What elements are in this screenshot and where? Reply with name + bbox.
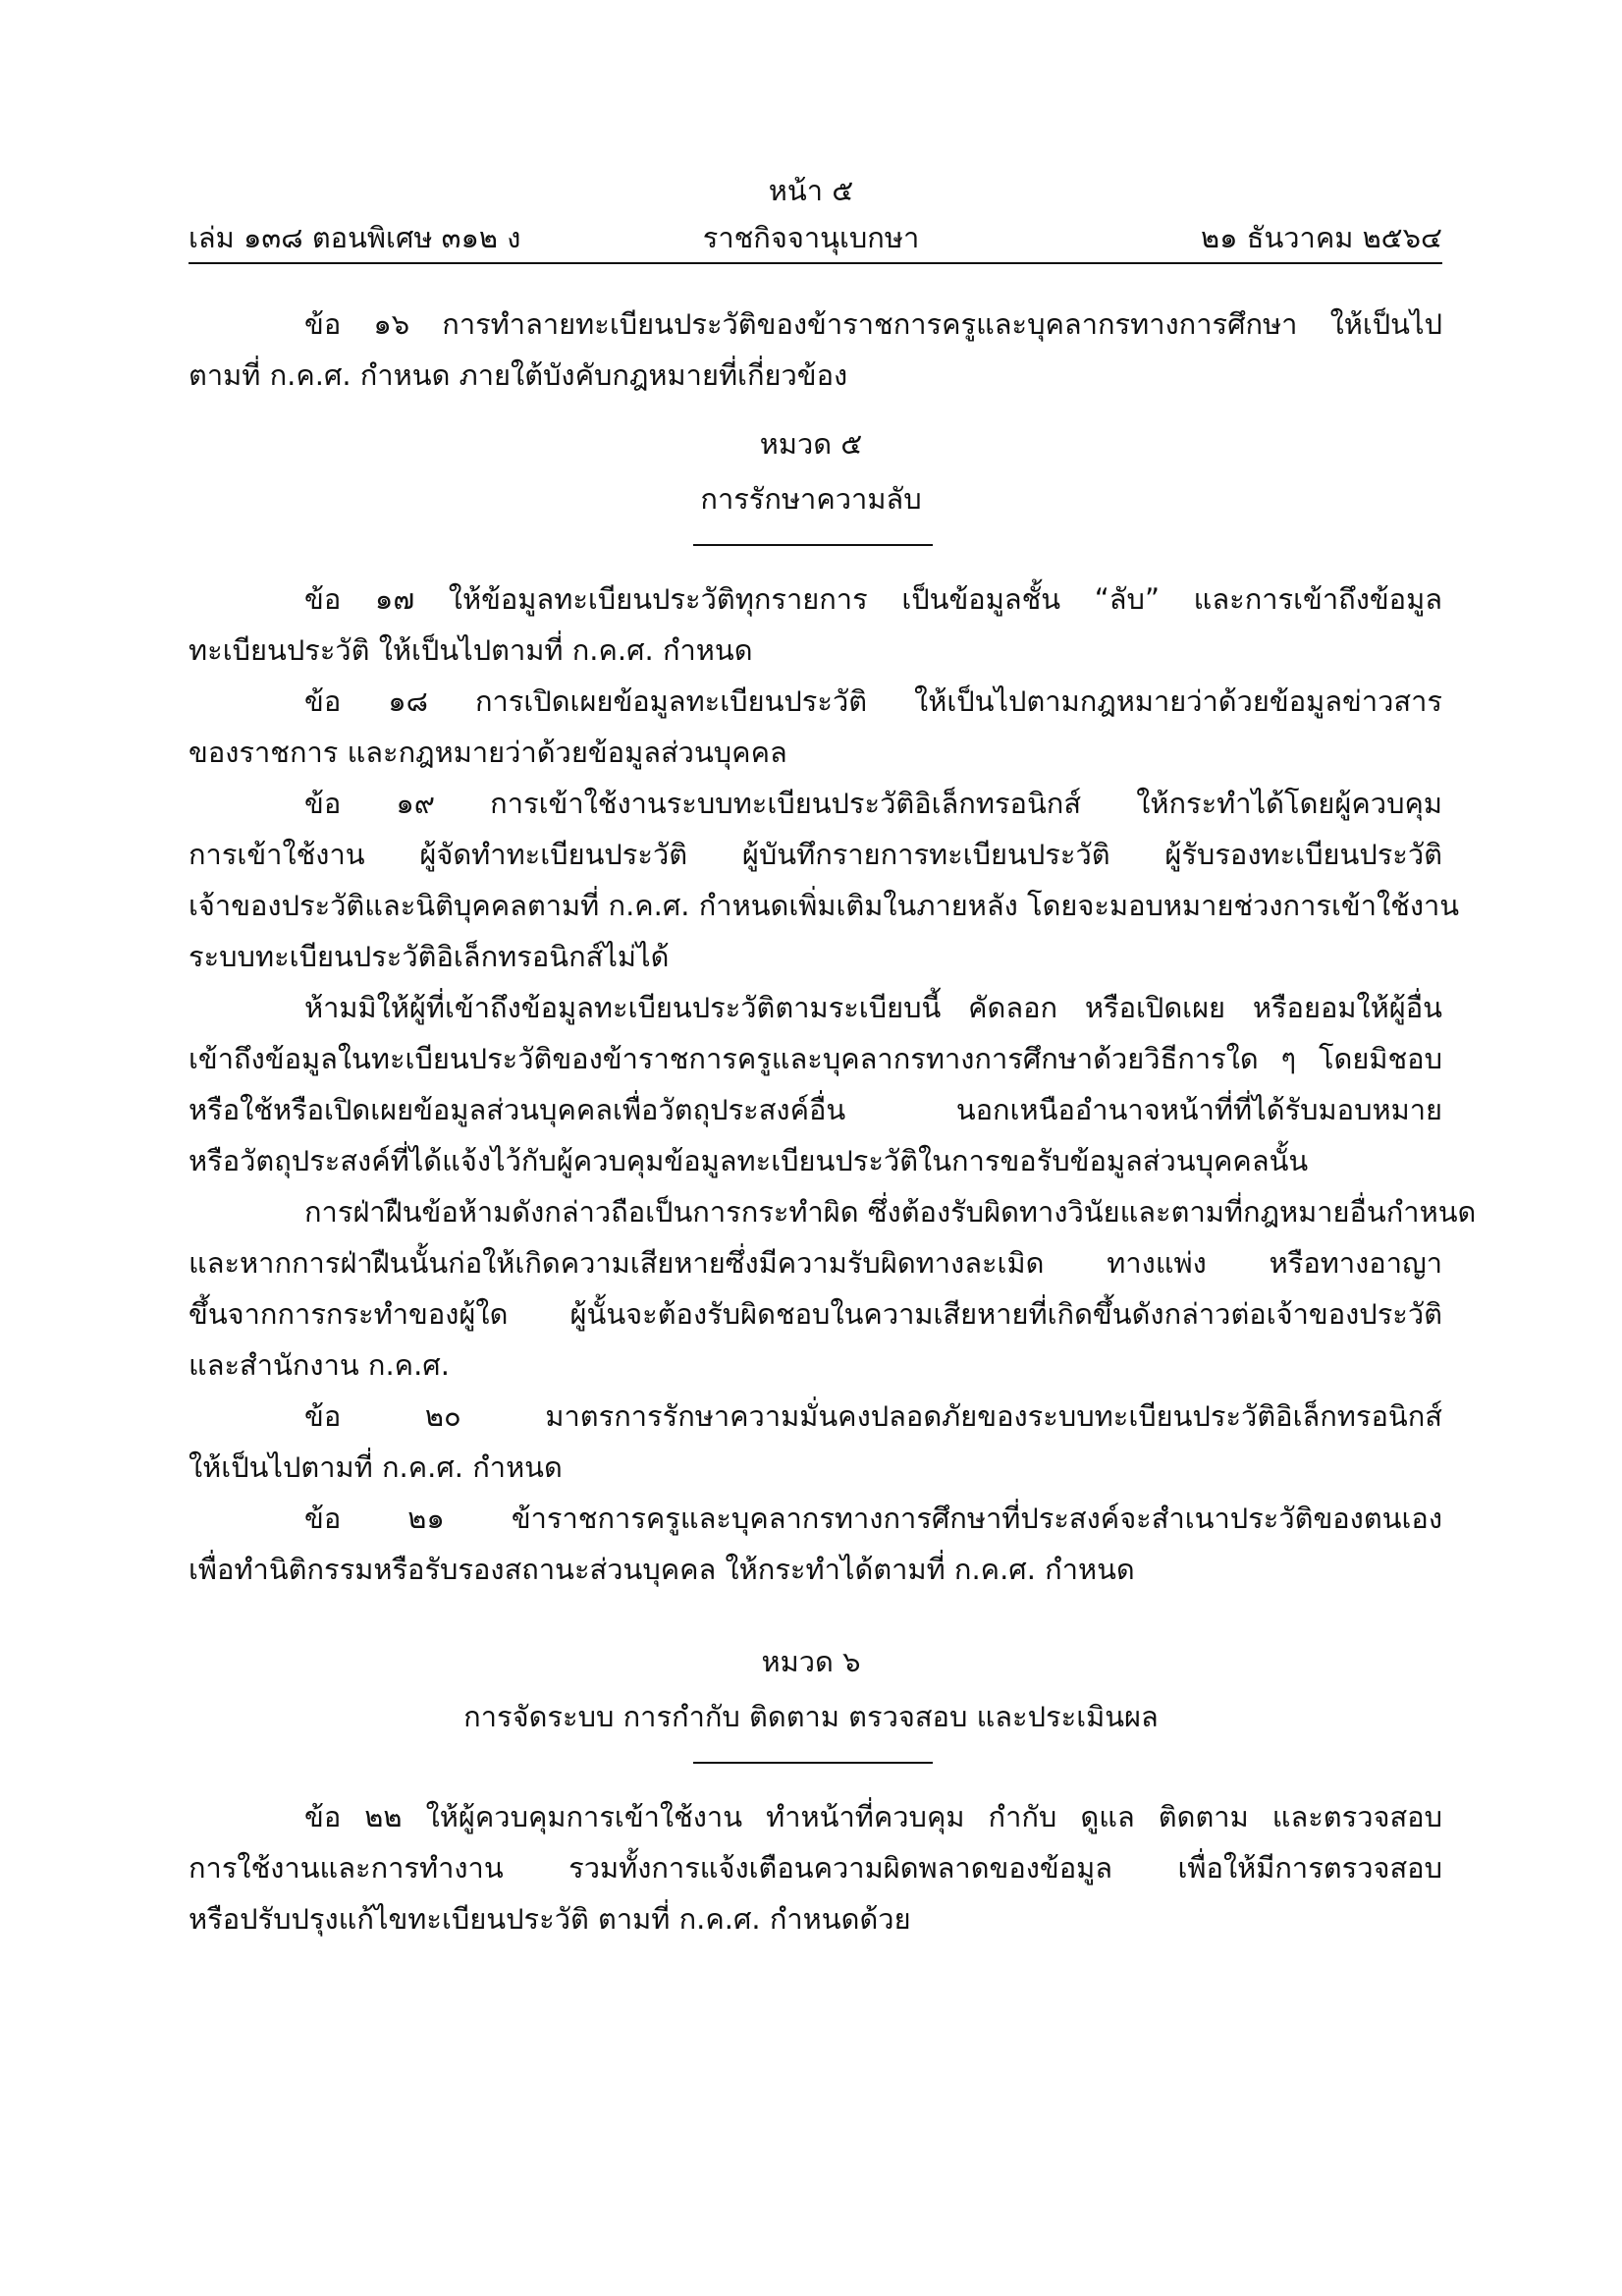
page-number: หน้า ๕ xyxy=(768,174,854,207)
gazette-date: ๒๑ ธันวาคม ๒๕๖๔ xyxy=(1201,221,1442,254)
body-line: ทะเบียนประวัติ ให้เป็นไปตามที่ ก.ค.ศ. กำหนด xyxy=(189,633,753,667)
header-divider xyxy=(189,262,1442,264)
chapter-divider xyxy=(693,544,933,546)
body-line: และสำนักงาน ก.ค.ศ. xyxy=(189,1348,450,1382)
body-line: หรือใช้หรือเปิดเผยข้อมูลส่วนบุคคลเพื่อวัตถุประสงค์อื่น นอกเหนืออำนาจหน้าที่ที่ได้รับมอบหมาย xyxy=(189,1093,1442,1126)
body-line: การฝ่าฝืนข้อห้ามดังกล่าวถือเป็นการกระทำผิด ซึ่งต้องรับผิดทางวินัยและตามที่กฎหมายอื่นกำหนด xyxy=(304,1195,1477,1229)
body-line: ให้เป็นไปตามที่ ก.ค.ศ. กำหนด xyxy=(189,1450,563,1484)
body-line: และหากการฝ่าฝืนนั้นก่อให้เกิดความเสียหายซึ่งมีความรับผิดทางละเมิด ทางแพ่ง หรือทางอาญา xyxy=(189,1246,1442,1280)
body-line: ขึ้นจากการกระทำของผู้ใด ผู้นั้นจะต้องรับผิดชอบในความเสียหายที่เกิดขึ้นดังกล่าวต่อเจ้าของประวัติ xyxy=(189,1297,1442,1331)
body-line: ข้อ ๒๒ ให้ผู้ควบคุมการเข้าใช้งาน ทำหน้าที่ควบคุม กำกับ ดูแล ติดตาม และตรวจสอบ xyxy=(304,1800,1442,1833)
body-line: ข้อ ๑๖ การทำลายทะเบียนประวัติของข้าราชการครูและบุคลากรทางการศึกษา ให้เป็นไป xyxy=(304,307,1442,341)
body-line: ข้อ ๒๐ มาตรการรักษาความมั่นคงปลอดภัยของระบบทะเบียนประวัติอิเล็กทรอนิกส์ xyxy=(304,1399,1442,1433)
body-line: ตามที่ ก.ค.ศ. กำหนด ภายใต้บังคับกฎหมายที่เกี่ยวข้อง xyxy=(189,358,848,392)
gazette-volume-issue: เล่ม ๑๓๘ ตอนพิเศษ ๓๑๒ ง xyxy=(189,221,521,254)
body-line: ข้อ ๑๗ ให้ข้อมูลทะเบียนประวัติทุกรายการ เป็นข้อมูลชั้น “ลับ” และการเข้าถึงข้อมูล xyxy=(304,582,1442,616)
body-line: หรือวัตถุประสงค์ที่ได้แจ้งไว้กับผู้ควบคุมข้อมูลทะเบียนประวัติในการขอรับข้อมูลส่วนบุคคลนั้น xyxy=(189,1144,1309,1177)
body-line: การเข้าใช้งาน ผู้จัดทำทะเบียนประวัติ ผู้บันทึกรายการทะเบียนประวัติ ผู้รับรองทะเบียนประวัติ xyxy=(189,838,1442,871)
chapter-title: การรักษาความลับ xyxy=(700,482,922,516)
body-line: ของราชการ และกฎหมายว่าด้วยข้อมูลส่วนบุคคล xyxy=(189,736,787,769)
body-line: ห้ามมิให้ผู้ที่เข้าถึงข้อมูลทะเบียนประวัติตามระเบียบนี้ คัดลอก หรือเปิดเผย หรือยอมให้ผู้อื่น xyxy=(304,991,1442,1024)
body-line: เพื่อทำนิติกรรมหรือรับรองสถานะส่วนบุคคล ให้กระทำได้ตามที่ ก.ค.ศ. กำหนด xyxy=(189,1553,1135,1586)
body-line: เข้าถึงข้อมูลในทะเบียนประวัติของข้าราชการครูและบุคลากรทางการศึกษาด้วยวิธีการใด ๆ โดยมิชอบ xyxy=(189,1042,1442,1075)
chapter-number: หมวด ๕ xyxy=(759,427,863,461)
body-line: ข้อ ๑๙ การเข้าใช้งานระบบทะเบียนประวัติอิเล็กทรอนิกส์ ให้กระทำได้โดยผู้ควบคุม xyxy=(304,787,1442,820)
body-line: เจ้าของประวัติและนิติบุคคลตามที่ ก.ค.ศ. กำหนดเพิ่มเติมในภายหลัง โดยจะมอบหมายช่วงการเข้าใช้งาน xyxy=(189,889,1460,922)
body-line: ข้อ ๑๘ การเปิดเผยข้อมูลทะเบียนประวัติ ให้เป็นไปตามกฎหมายว่าด้วยข้อมูลข่าวสาร xyxy=(304,684,1442,718)
chapter-title: การจัดระบบ การกำกับ ติดตาม ตรวจสอบ และประเมินผล xyxy=(463,1700,1159,1733)
body-line: ข้อ ๒๑ ข้าราชการครูและบุคลากรทางการศึกษาที่ประสงค์จะสำเนาประวัติของตนเอง xyxy=(304,1502,1442,1535)
body-line: ระบบทะเบียนประวัติอิเล็กทรอนิกส์ไม่ได้ xyxy=(189,940,670,973)
chapter-divider xyxy=(693,1762,933,1764)
chapter-number: หมวด ๖ xyxy=(761,1645,861,1678)
body-line: หรือปรับปรุงแก้ไขทะเบียนประวัติ ตามที่ ก.ค.ศ. กำหนดด้วย xyxy=(189,1902,911,1936)
gazette-title: ราชกิจจานุเบกษา xyxy=(702,221,920,254)
body-line: การใช้งานและการทำงาน รวมทั้งการแจ้งเตือนความผิดพลาดของข้อมูล เพื่อให้มีการตรวจสอบ xyxy=(189,1851,1442,1885)
